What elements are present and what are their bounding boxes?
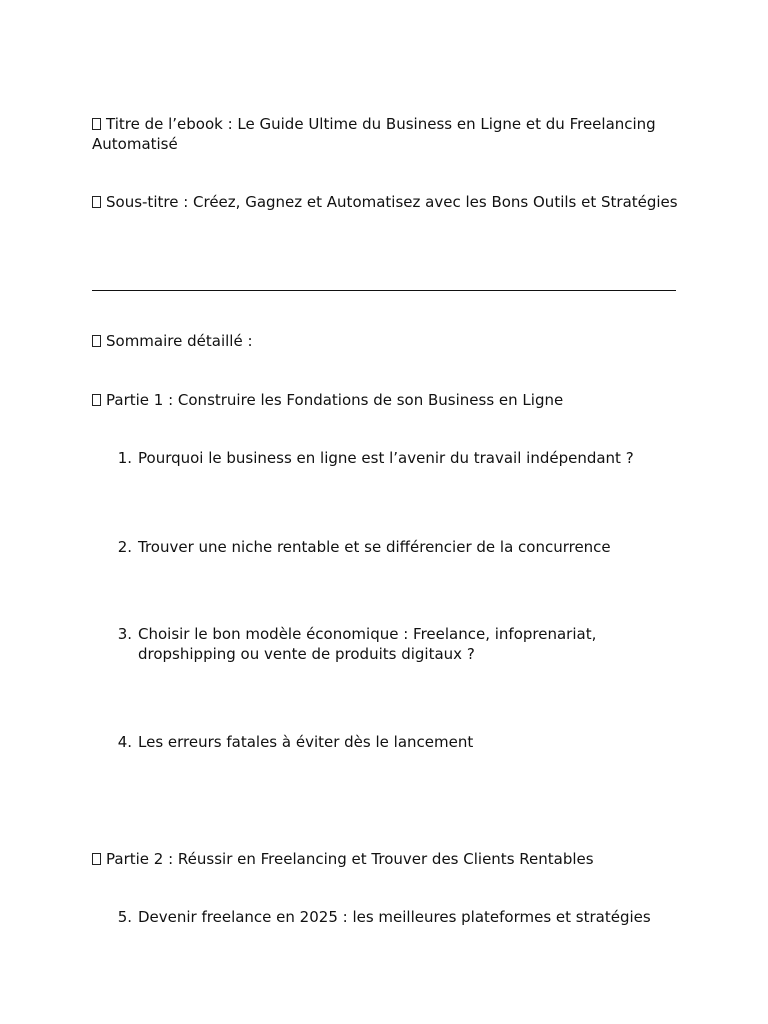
toc-heading [92, 331, 682, 351]
ebook-title-line [92, 114, 682, 154]
list-item-text: Choisir le bon modèle économique : Freelance, infoprenariat, dropshipping ou vente de produits digitaux ? [138, 625, 597, 663]
ebook-subtitle-text: Sous-titre : Créez, Gagnez et Automatisez avec les Bons Outils et Stratégies [106, 193, 678, 211]
emoji-placeholder-icon [92, 394, 101, 406]
list-item-number: 5. [117, 908, 132, 926]
part2-heading [92, 849, 682, 869]
list-item [112, 537, 682, 557]
list-item-number: 2. [117, 538, 132, 556]
list-item-number: 1. [117, 449, 132, 467]
emoji-placeholder-icon [92, 335, 101, 347]
list-item [112, 448, 682, 468]
list-item-text: Trouver une niche rentable et se différencier de la concurrence [138, 538, 611, 556]
list-item [112, 732, 682, 752]
list-item-number: 4. [117, 733, 132, 751]
list-item-number: 3. [117, 625, 132, 643]
toc-heading-text: Sommaire détaillé : [106, 332, 253, 350]
ebook-subtitle-line [92, 192, 682, 212]
part1-heading [92, 390, 682, 410]
emoji-placeholder-icon [92, 118, 101, 130]
horizontal-divider [92, 290, 676, 291]
part2-heading-text: Partie 2 : Réussir en Freelancing et Trouver des Clients Rentables [106, 850, 594, 868]
list-item-text: Devenir freelance en 2025 : les meilleures plateformes et stratégies [138, 908, 651, 926]
emoji-placeholder-icon [92, 853, 101, 865]
list-item [112, 624, 682, 664]
list-item-text: Les erreurs fatales à éviter dès le lancement [138, 733, 474, 751]
list-item [112, 907, 682, 927]
list-item-text: Pourquoi le business en ligne est l’avenir du travail indépendant ? [138, 449, 634, 467]
ebook-title-text: Titre de l’ebook : Le Guide Ultime du Business en Ligne et du Freelancing Automatisé [92, 115, 656, 153]
part1-heading-text: Partie 1 : Construire les Fondations de son Business en Ligne [106, 391, 564, 409]
emoji-placeholder-icon [92, 196, 101, 208]
